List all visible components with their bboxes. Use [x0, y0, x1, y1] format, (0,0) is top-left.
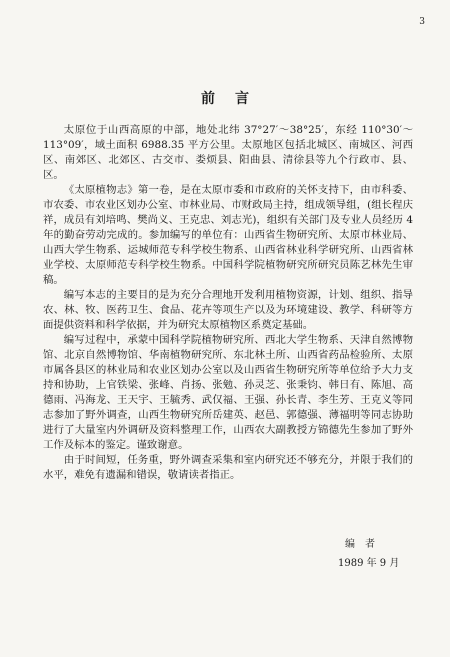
preface-body	[43, 123, 413, 483]
paragraph-location: 太原位于山西高原的中部，地处北纬 37°27′～38°25′，东经 110°30′～113°09′，域土面积 6988.35 平方公里。太原地区包括北城区、南城区、河西区、南郊区、北郊区、古交市、娄烦县、阳曲县、清徐县等九个行政市、县、区。	[43, 124, 413, 181]
date-label: 1989 年 9 月	[338, 558, 400, 569]
paragraph-limitations: 由于时间短，任务重，野外调查采集和室内研究还不够充分，并限于我们的水平，难免有遗漏和错误，敬请读者指正。	[43, 454, 413, 481]
page-number: 3	[419, 17, 425, 27]
paragraph-compilation: 《太原植物志》第一卷，是在太原市委和市政府的关怀支持下，由市科委、市农委、市农业区划办公室、市林业局、市财政局主持，组成领导组，(组长程庆祥，成员有刘培鸣、樊尚义、王克忠、刘志光)，组织有关部门及专业人员经历 4 年的勤奋劳动完成的。参加编写的单位有：山西省生物研究所、太原市林业局、山西大学生物系、运城师范专科学校生物系、山西省林业科学研究所、山西省林业学校、太原师范专科学校生物系。中国科学院植物研究所研究员陈艺林先生审稿。	[43, 184, 413, 286]
page-title: 前言	[201, 91, 269, 107]
author-label: 编 者	[345, 539, 375, 550]
paragraph-acknowledgements: 编写过程中，承蒙中国科学院植物研究所、西北大学生物系、天津自然博物馆、北京自然博物馆、华南植物研究所、东北林土所、山西省药品检验所、太原市属各县区的林业局和农业区划办公室以及山西省生物研究所等单位给予大力支持和协助，上官铁梁、张峰、肖扬、张勉、孙灵芝、张秉钧、韩日有、陈旭、高德雨、冯海龙、王天宇、王毓秀、武仅福、王强、孙长青、李生芳、王克义等同志参加了野外调查，山西生物研究所岳建英、赵邑、郭德强、薄福明等同志协助进行了大量室内外调研及资料整理工作，山西农大副教授方锦德先生参加了野外工作及标本的鉴定。谨致谢意。	[43, 334, 413, 451]
paragraph-purpose: 编写本志的主要目的是为充分合理地开发利用植物资源，计划、组织、指导农、林、牧、医药卫生、食品、花卉等项生产以及为环境建设、教学、科研等方面提供资料和科学依据，并为研究太原植物区系奠定基础。	[43, 289, 413, 331]
